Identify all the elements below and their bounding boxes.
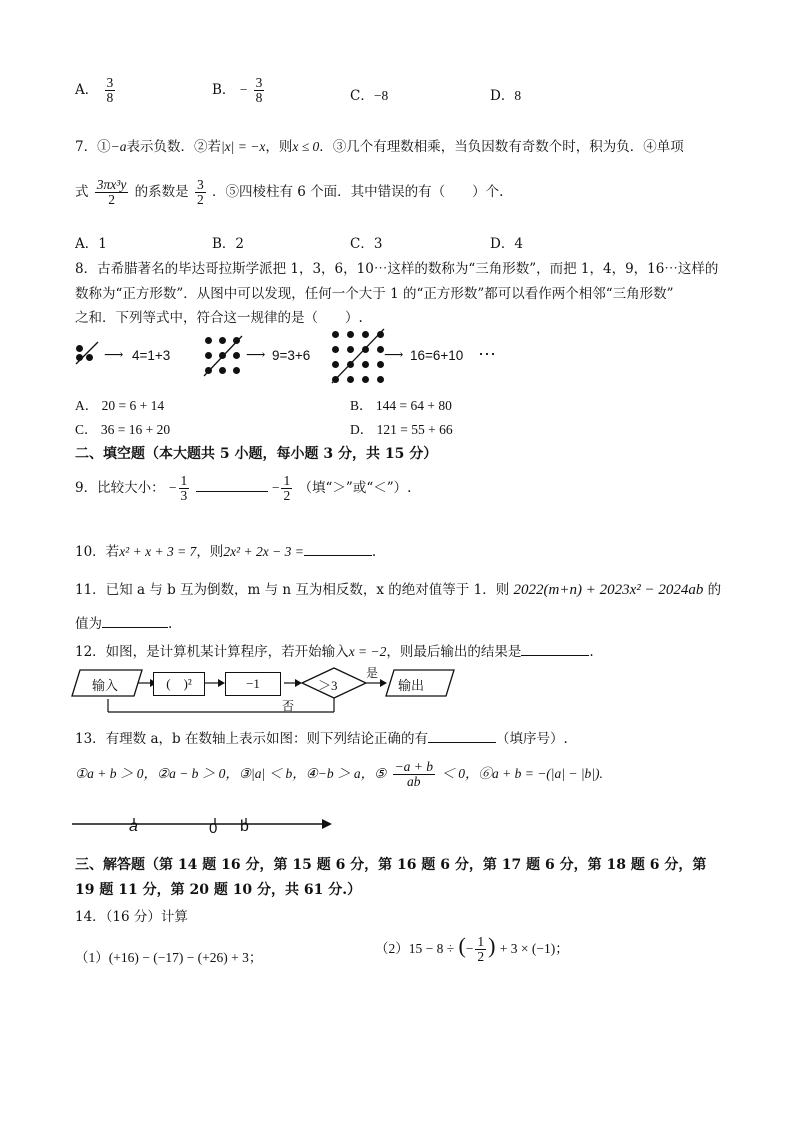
fig-label-2: 9=3+6: [272, 348, 311, 363]
fraction: $\frac{1}{2}$: [283, 473, 291, 504]
flow-input: 输入: [92, 679, 119, 694]
number-line-axis: [70, 812, 335, 836]
q14-part1: （1）(+16) − (−17) − (+26) + 3；: [75, 950, 263, 965]
arrow-icon: ⟶: [104, 347, 124, 363]
q10: 10．若x² + x + 3 = 7，则2x² + 2x − 3 = .: [75, 544, 377, 560]
diagonal-line: [326, 325, 388, 387]
fraction: $\frac{3}{8}$: [255, 75, 263, 106]
ellipsis: ⋯: [478, 344, 496, 365]
q8-option-b: B． 144 = 64 + 80: [350, 398, 452, 413]
q9: 9．比较大小： − $\frac{1}{3}$ − $\frac{1}{2}$ （填“＞”或“＜”）.: [75, 473, 412, 504]
flow-square-box: ( )²: [153, 672, 205, 696]
answer-blank[interactable]: [304, 543, 372, 556]
answer-blank[interactable]: [196, 479, 268, 492]
q8-option-a: A． 20 = 6 + 14: [75, 398, 165, 413]
fraction: $\frac{\text{3πx³y}}{2}$: [96, 177, 127, 208]
fraction: $\frac{3}{8}$: [106, 75, 114, 106]
q13-text: 13．有理数 a，b 在数轴上表示如图：则下列结论正确的有 （填序号）.: [75, 731, 568, 747]
flow-minus-box: −1: [225, 672, 281, 696]
diagonal-line: [198, 330, 248, 380]
q7-line1: 7．①−a表示负数．②若|x| = −x，则x ≤ 0．③几个有理数相乘，当负因数有奇数个时，积为负．④单项: [75, 139, 684, 155]
diagonal-line: [72, 338, 102, 368]
arrow-icon: ⟶: [246, 347, 266, 363]
q7-option-d: D．4: [490, 236, 523, 252]
number-line-label-a: a: [129, 818, 138, 835]
fig-label-1: 4=1+3: [132, 348, 171, 363]
fraction: $\frac{1}{2}$: [477, 933, 485, 964]
flow-output: 输出: [398, 679, 425, 694]
section-3-title-line1: 三、解答题（第 14 题 16 分，第 15 题 6 分，第 16 题 6 分，第 17 题 6 分，第 18 题 6 分，第: [75, 857, 707, 873]
answer-blank[interactable]: [521, 643, 589, 656]
answer-blank[interactable]: [428, 730, 496, 743]
flow-compare: ＞3: [318, 678, 338, 693]
section-3-title-line2: 19 题 11 分，第 20 题 10 分，共 61 分.）: [75, 882, 362, 898]
arrow-icon: ⟶: [384, 347, 404, 363]
q6-option-d: D．8: [490, 88, 522, 104]
fraction: $\frac{1}{3}$: [180, 473, 188, 504]
q8-option-d: D． 121 = 55 + 66: [350, 422, 453, 437]
q8-line2: 数称为“正方形数”．从图中可以发现，任何一个大于 1 的“正方形数”都可以看作两个相邻“三角形数”: [75, 286, 674, 302]
q12-text: 12．如图，是计算机某计算程序，若开始输入x = −2，则最后输出的结果是 .: [75, 644, 594, 660]
flow-yes: 是: [366, 666, 379, 680]
q8-option-c: C． 36 = 16 + 20: [75, 422, 171, 437]
q11-line2: 值为 .: [75, 616, 173, 632]
q6-option-a: A． $\frac{3}{8}$: [75, 75, 114, 106]
fraction: $\frac{3}{2}$: [196, 177, 204, 208]
q8-line1: 8．古希腊著名的毕达哥拉斯学派把 1，3，6，10⋯这样的数称为“三角形数”，而把 1，4，9，16⋯这样的: [75, 261, 719, 277]
answer-blank[interactable]: [102, 615, 168, 628]
q7-option-a: A．1: [75, 236, 107, 252]
q7-option-b: B．2: [212, 236, 245, 252]
q14-title: 14．（16 分）计算: [75, 909, 188, 925]
q14-part2: （2）15 − 8 ÷ (− $\frac{1}{2}$ ) + 3 × (−1)；: [375, 933, 569, 964]
fig-label-3: 16=6+10: [410, 348, 464, 363]
fraction: $\frac{-a + b}{ab}$: [394, 759, 434, 790]
q7-line2: 式 $\frac{\text{3πx³y}}{2}$ 的系数是 $\frac{3}{2}$ ．⑤四棱柱有 6 个面．其中错误的有（ ）个.: [75, 177, 504, 208]
q6-option-b: B． − $\frac{3}{8}$: [212, 75, 263, 106]
number-line-label-b: b: [240, 818, 249, 835]
q13-conclusions: ①a + b ＞ 0，②a − b ＞ 0，③|a| ＜ b，④−b ＞ a，⑤ $\frac{-a + b}{ab}$ ＜ 0，⑥a + b = −(|a| − |b|).: [75, 759, 603, 790]
number-line-label-zero: 0: [209, 820, 218, 837]
section-2-title: 二、填空题（本大题共 5 小题，每小题 3 分，共 15 分）: [75, 446, 438, 462]
q8-line3: 之和．下列等式中，符合这一规律的是（ ）.: [75, 310, 363, 326]
q6-option-c: C．−8: [350, 88, 389, 104]
q7-option-c: C．3: [350, 236, 383, 252]
q11-line1: 11．已知 a 与 b 互为倒数，m 与 n 互为相反数，x 的绝对值等于 1．则 2022(m+n) + 2023x² − 2024ab 的: [75, 582, 722, 598]
flow-no: 否: [282, 699, 295, 713]
